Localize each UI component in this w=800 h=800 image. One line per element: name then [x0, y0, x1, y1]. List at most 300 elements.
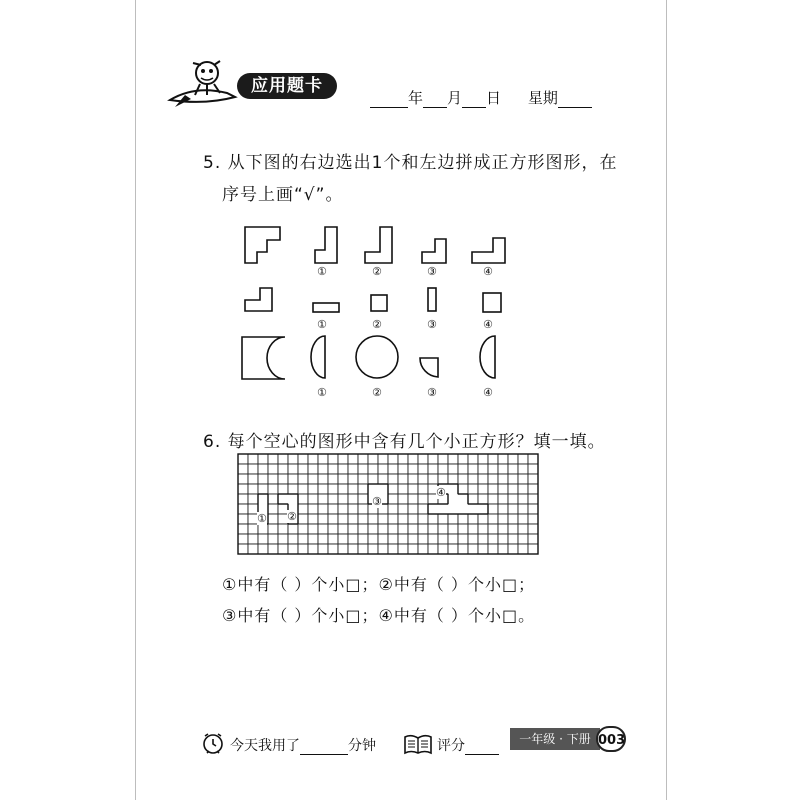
row3-option3-number[interactable]: ③: [427, 386, 437, 399]
grid-cell: [338, 504, 348, 514]
grid-cell: [238, 514, 248, 524]
grid-cell: [238, 524, 248, 534]
row1-option3-shape: [422, 239, 446, 263]
grid-cell: [248, 494, 258, 504]
grid-cell: [448, 514, 458, 524]
grid-cell: [438, 464, 448, 474]
grid-cell: [328, 524, 338, 534]
grid-cell: [348, 484, 358, 494]
grid-cell: [498, 524, 508, 534]
grid-cell: [478, 454, 488, 464]
grid-cell: [268, 464, 278, 474]
grid-label-4: ④: [436, 486, 446, 499]
grid-cell: [338, 484, 348, 494]
grid-cell: [488, 534, 498, 544]
grid-cell: [498, 544, 508, 554]
grid-cell: [238, 544, 248, 554]
grid-cell: [278, 454, 288, 464]
grid-cell: [358, 524, 368, 534]
row3-option2-number[interactable]: ②: [372, 386, 382, 399]
worksheet-page: [135, 0, 667, 800]
grid-cell: [448, 534, 458, 544]
book-icon: [403, 733, 433, 755]
grid-cell: [408, 544, 418, 554]
grid-cell: [358, 484, 368, 494]
grid-cell: [418, 484, 428, 494]
grid-cell: [318, 534, 328, 544]
grid-cell: [268, 514, 278, 524]
grid-cell: [338, 474, 348, 484]
grid-cell: [318, 544, 328, 554]
grid-cell: [378, 474, 388, 484]
grid-cell: [478, 474, 488, 484]
grid-cell: [418, 464, 428, 474]
q5-line2: 序号上画“√”。: [222, 185, 344, 205]
grid-cell: [338, 464, 348, 474]
row1-option3-number[interactable]: ③: [427, 265, 437, 278]
grid-cell: [468, 524, 478, 534]
page-title: 应用题卡: [237, 73, 337, 99]
grid-cell: [388, 474, 398, 484]
grid-cell: [488, 494, 498, 504]
grid-cell: [368, 534, 378, 544]
grid-cell: [268, 524, 278, 534]
grid-cell: [498, 504, 508, 514]
grid-cell: [318, 464, 328, 474]
grid-cell: [528, 464, 538, 474]
grid-cell: [408, 494, 418, 504]
grid-cell: [328, 544, 338, 554]
grid-cell: [448, 544, 458, 554]
grid-cell: [258, 474, 268, 484]
grid-cell: [398, 504, 408, 514]
grid-cell: [318, 494, 328, 504]
grid-cell: [418, 504, 428, 514]
row3-option1-shape: [311, 336, 325, 378]
grid-cell: [498, 484, 508, 494]
row1-option1-shape: [315, 227, 337, 263]
grid-cell: [388, 534, 398, 544]
grid-cell: [338, 534, 348, 544]
grid-cell: [368, 544, 378, 554]
grid-cell: [318, 504, 328, 514]
grid-cell: [418, 534, 428, 544]
grid-cell: [358, 464, 368, 474]
grid-cell: [248, 524, 258, 534]
grid-cell: [518, 484, 528, 494]
grid-cell: [308, 524, 318, 534]
grid-cell: [398, 534, 408, 544]
grid-cell: [258, 534, 268, 544]
grid-cell: [398, 484, 408, 494]
grid-cell: [408, 504, 418, 514]
grid-cell: [468, 514, 478, 524]
grid-cell: [238, 494, 248, 504]
grid-cell: [278, 524, 288, 534]
book-volume-label: 一年级 · 下册: [510, 728, 600, 750]
grid-cell: [308, 454, 318, 464]
grid-cell: [288, 544, 298, 554]
grid-cell: [518, 534, 528, 544]
grid-cell: [388, 484, 398, 494]
grid-cell: [268, 474, 278, 484]
grid-cell: [268, 484, 278, 494]
grid-cell: [298, 534, 308, 544]
grid-cell: [388, 514, 398, 524]
grid-cell: [488, 464, 498, 474]
row1-option4-number[interactable]: ④: [483, 265, 493, 278]
grid-cell: [418, 454, 428, 464]
grid-cell: [298, 504, 308, 514]
grid-cell: [338, 494, 348, 504]
grid-cell: [238, 474, 248, 484]
grid-cell: [338, 524, 348, 534]
grid-cell: [338, 514, 348, 524]
grid-cell: [348, 504, 358, 514]
grid-cell: [258, 454, 268, 464]
grid-cell: [388, 494, 398, 504]
grid-cell: [288, 534, 298, 544]
grid-cell: [478, 464, 488, 474]
square-grid: [237, 453, 539, 555]
grid-cell: [298, 454, 308, 464]
grid-cell: [458, 474, 468, 484]
grid-cell: [348, 474, 358, 484]
grid-cell: [518, 504, 528, 514]
grid-cell: [288, 484, 298, 494]
grid-cell: [438, 514, 448, 524]
row2-option4-number[interactable]: ④: [483, 318, 493, 331]
grid-cell: [368, 524, 378, 534]
grid-cell: [468, 474, 478, 484]
grid-cell: [258, 464, 268, 474]
row2-option2-number[interactable]: ②: [372, 318, 382, 331]
grid-cell: [288, 454, 298, 464]
grid-cell: [408, 464, 418, 474]
grid-cell: [408, 514, 418, 524]
grid-cell: [518, 494, 528, 504]
grid-cell: [368, 514, 378, 524]
grid-cell: [248, 464, 258, 474]
grid-cell: [418, 514, 428, 524]
grid-cell: [388, 454, 398, 464]
grid-cell: [378, 454, 388, 464]
grid-cell: [278, 534, 288, 544]
row2-option1-shape: [313, 303, 339, 312]
grid-cell: [438, 474, 448, 484]
grid-cell: [498, 474, 508, 484]
row2-option2-shape: [371, 295, 387, 311]
grid-cell: [368, 464, 378, 474]
grid-cell: [428, 454, 438, 464]
grid-cell: [248, 474, 258, 484]
grid-cell: [298, 484, 308, 494]
grid-cell: [248, 544, 258, 554]
grid-cell: [428, 474, 438, 484]
row1-option2-shape: [365, 227, 392, 263]
row2-option1-number[interactable]: ①: [317, 318, 327, 331]
grid-cell: [318, 454, 328, 464]
grid-cell: [358, 544, 368, 554]
grid-cell: [508, 544, 518, 554]
grid-cell: [428, 524, 438, 534]
row1-option1-number[interactable]: ①: [317, 265, 327, 278]
grid-cell: [348, 544, 358, 554]
grid-cell: [518, 464, 528, 474]
grid-cell: [368, 474, 378, 484]
grid-cell: [418, 544, 428, 554]
grid-cell: [438, 544, 448, 554]
grid-cell: [508, 504, 518, 514]
grid-cell: [428, 464, 438, 474]
row3-left-shape: [242, 337, 285, 379]
grid-cell: [248, 534, 258, 544]
grid-cell: [508, 454, 518, 464]
grid-label-3: ③: [372, 495, 382, 508]
grid-cell: [308, 514, 318, 524]
grid-cell: [468, 464, 478, 474]
grid-cell: [348, 524, 358, 534]
row3-option1-number[interactable]: ①: [317, 386, 327, 399]
grid-cell: [478, 544, 488, 554]
grid-cell: [368, 454, 378, 464]
grid-cell: [268, 494, 278, 504]
q6-answer-line2: ③中有（ ）个小□；④中有（ ）个小□。: [222, 606, 536, 625]
q6-text: 6. 每个空心的图形中含有几个小正方形？填一填。: [203, 432, 606, 452]
grid-cell: [498, 494, 508, 504]
grid-cell: [508, 494, 518, 504]
grid-cell: [268, 504, 278, 514]
time-used-label: 今天我用了 分钟: [230, 738, 376, 754]
grid-cell: [508, 534, 518, 544]
grid-cell: [478, 534, 488, 544]
grid-cell: [318, 514, 328, 524]
grid-cell: [308, 464, 318, 474]
grid-cell: [358, 494, 368, 504]
grid-cell: [498, 534, 508, 544]
grid-cell: [278, 464, 288, 474]
grid-cell: [328, 464, 338, 474]
grid-cell: [508, 464, 518, 474]
grid-cell: [388, 524, 398, 534]
grid-label-2: ②: [287, 510, 297, 523]
grid-cell: [398, 514, 408, 524]
grid-cell: [308, 494, 318, 504]
grid-cell: [408, 534, 418, 544]
grid-cell: [398, 454, 408, 464]
grid-cell: [458, 524, 468, 534]
grid-cell: [468, 544, 478, 554]
grid-cell: [328, 484, 338, 494]
grid-cell: [498, 454, 508, 464]
grid-cell: [388, 504, 398, 514]
grid-cell: [458, 514, 468, 524]
grid-cell: [528, 474, 538, 484]
grid-cell: [398, 464, 408, 474]
grid-cell: [448, 464, 458, 474]
grid-cell: [528, 534, 538, 544]
grid-cell: [388, 464, 398, 474]
row2-option4-shape: [483, 293, 501, 312]
grid-cell: [488, 514, 498, 524]
grid-cell: [358, 474, 368, 484]
grid-cell: [348, 494, 358, 504]
q6-answer-line1: ①中有（ ）个小□；②中有（ ）个小□；: [222, 575, 536, 594]
grid-cell: [348, 514, 358, 524]
grid-cell: [288, 524, 298, 534]
grid-cell: [448, 454, 458, 464]
grid-cell: [458, 454, 468, 464]
row3-option3-shape: [420, 358, 438, 377]
grid-cell: [268, 544, 278, 554]
grid-cell: [438, 534, 448, 544]
grid-cell: [258, 544, 268, 554]
grid-cell: [378, 544, 388, 554]
grid-cell: [498, 514, 508, 524]
grid-cell: [328, 494, 338, 504]
grid-cell: [318, 484, 328, 494]
grid-cell: [408, 524, 418, 534]
grid-cell: [518, 524, 528, 534]
grid-cell: [468, 494, 478, 504]
grid-cell: [518, 544, 528, 554]
grid-cell: [258, 484, 268, 494]
grid-cell: [528, 544, 538, 554]
grid-cell: [318, 524, 328, 534]
grid-cell: [328, 534, 338, 544]
grid-cell: [298, 514, 308, 524]
grid-cell: [408, 454, 418, 464]
grid-cell: [348, 464, 358, 474]
row1-option2-number[interactable]: ②: [372, 265, 382, 278]
grid-cell: [308, 484, 318, 494]
grid-cell: [298, 474, 308, 484]
grid-cell: [328, 454, 338, 464]
grid-cell: [518, 514, 528, 524]
grid-cell: [288, 474, 298, 484]
grid-cell: [508, 474, 518, 484]
grid-cell: [428, 514, 438, 524]
grid-cell: [308, 474, 318, 484]
grid-cell: [348, 454, 358, 464]
grid-cell: [338, 544, 348, 554]
grid-cell: [268, 534, 278, 544]
grid-cell: [378, 534, 388, 544]
grid-cell: [298, 544, 308, 554]
grid-cell: [438, 454, 448, 464]
grid-cell: [468, 484, 478, 494]
grid-cell: [278, 544, 288, 554]
grid-cell: [238, 504, 248, 514]
grid-cell: [478, 494, 488, 504]
grid-cell: [418, 474, 428, 484]
grid-cell: [488, 524, 498, 534]
grid-cell: [478, 484, 488, 494]
grid-cell: [488, 544, 498, 554]
grid-cell: [488, 454, 498, 464]
grid-cell: [428, 544, 438, 554]
grid-cell: [418, 494, 428, 504]
grid-cell: [328, 504, 338, 514]
grid-cell: [478, 514, 488, 524]
grid-cell: [408, 474, 418, 484]
grid-cell: [358, 534, 368, 544]
grid-cell: [448, 474, 458, 484]
grid-cell: [288, 464, 298, 474]
grid-cell: [498, 464, 508, 474]
grid-cell: [528, 484, 538, 494]
grid-cell: [238, 534, 248, 544]
grid-cell: [298, 464, 308, 474]
grid-cell: [308, 544, 318, 554]
grid-cell: [358, 504, 368, 514]
grid-cell: [508, 484, 518, 494]
row2-option3-number[interactable]: ③: [427, 318, 437, 331]
grid-cell: [528, 514, 538, 524]
grid-cell: [338, 454, 348, 464]
grid-cell: [378, 514, 388, 524]
grid-cell: [398, 474, 408, 484]
grid-cell: [308, 504, 318, 514]
grid-label-1: ①: [257, 512, 267, 525]
grid-cell: [298, 494, 308, 504]
grid-cell: [358, 454, 368, 464]
grid-cell: [268, 454, 278, 464]
row3-option4-number[interactable]: ④: [483, 386, 493, 399]
grid-cell: [518, 454, 528, 464]
grid-cell: [488, 504, 498, 514]
score-label: 评分: [437, 735, 499, 755]
grid-cell: [528, 454, 538, 464]
grid-cell: [468, 534, 478, 544]
grid-cell: [448, 524, 458, 534]
alarm-clock-icon: [201, 731, 225, 755]
grid-cell: [458, 464, 468, 474]
grid-cell: [248, 454, 258, 464]
grid-cell: [458, 484, 468, 494]
grid-cell: [258, 524, 268, 534]
grid-cell: [428, 534, 438, 544]
grid-cell: [478, 524, 488, 534]
grid-cell: [358, 514, 368, 524]
row3-option2-shape: [356, 336, 398, 378]
grid-cell: [248, 484, 258, 494]
grid-cell: [458, 534, 468, 544]
page-number: 003: [596, 726, 626, 752]
grid-cell: [348, 534, 358, 544]
grid-cell: [468, 454, 478, 464]
grid-cell: [488, 474, 498, 484]
grid-cell: [398, 524, 408, 534]
grid-cell: [298, 524, 308, 534]
grid-cell: [238, 454, 248, 464]
grid-cell: [398, 544, 408, 554]
grid-cell: [308, 534, 318, 544]
row2-left-shape: [245, 288, 272, 311]
grid-cell: [528, 494, 538, 504]
q5-shapes: [230, 215, 530, 395]
grid-cell: [238, 464, 248, 474]
q5-line1: 5. 从下图的右边选出1个和左边拼成正方形图形，在: [203, 153, 618, 173]
grid-cell: [378, 524, 388, 534]
mascot-icon: [165, 55, 240, 120]
grid-cell: [328, 474, 338, 484]
grid-cell: [528, 524, 538, 534]
row1-option4-shape: [472, 238, 505, 263]
grid-cell: [508, 514, 518, 524]
grid-cell: [278, 474, 288, 484]
grid-cell: [508, 524, 518, 534]
